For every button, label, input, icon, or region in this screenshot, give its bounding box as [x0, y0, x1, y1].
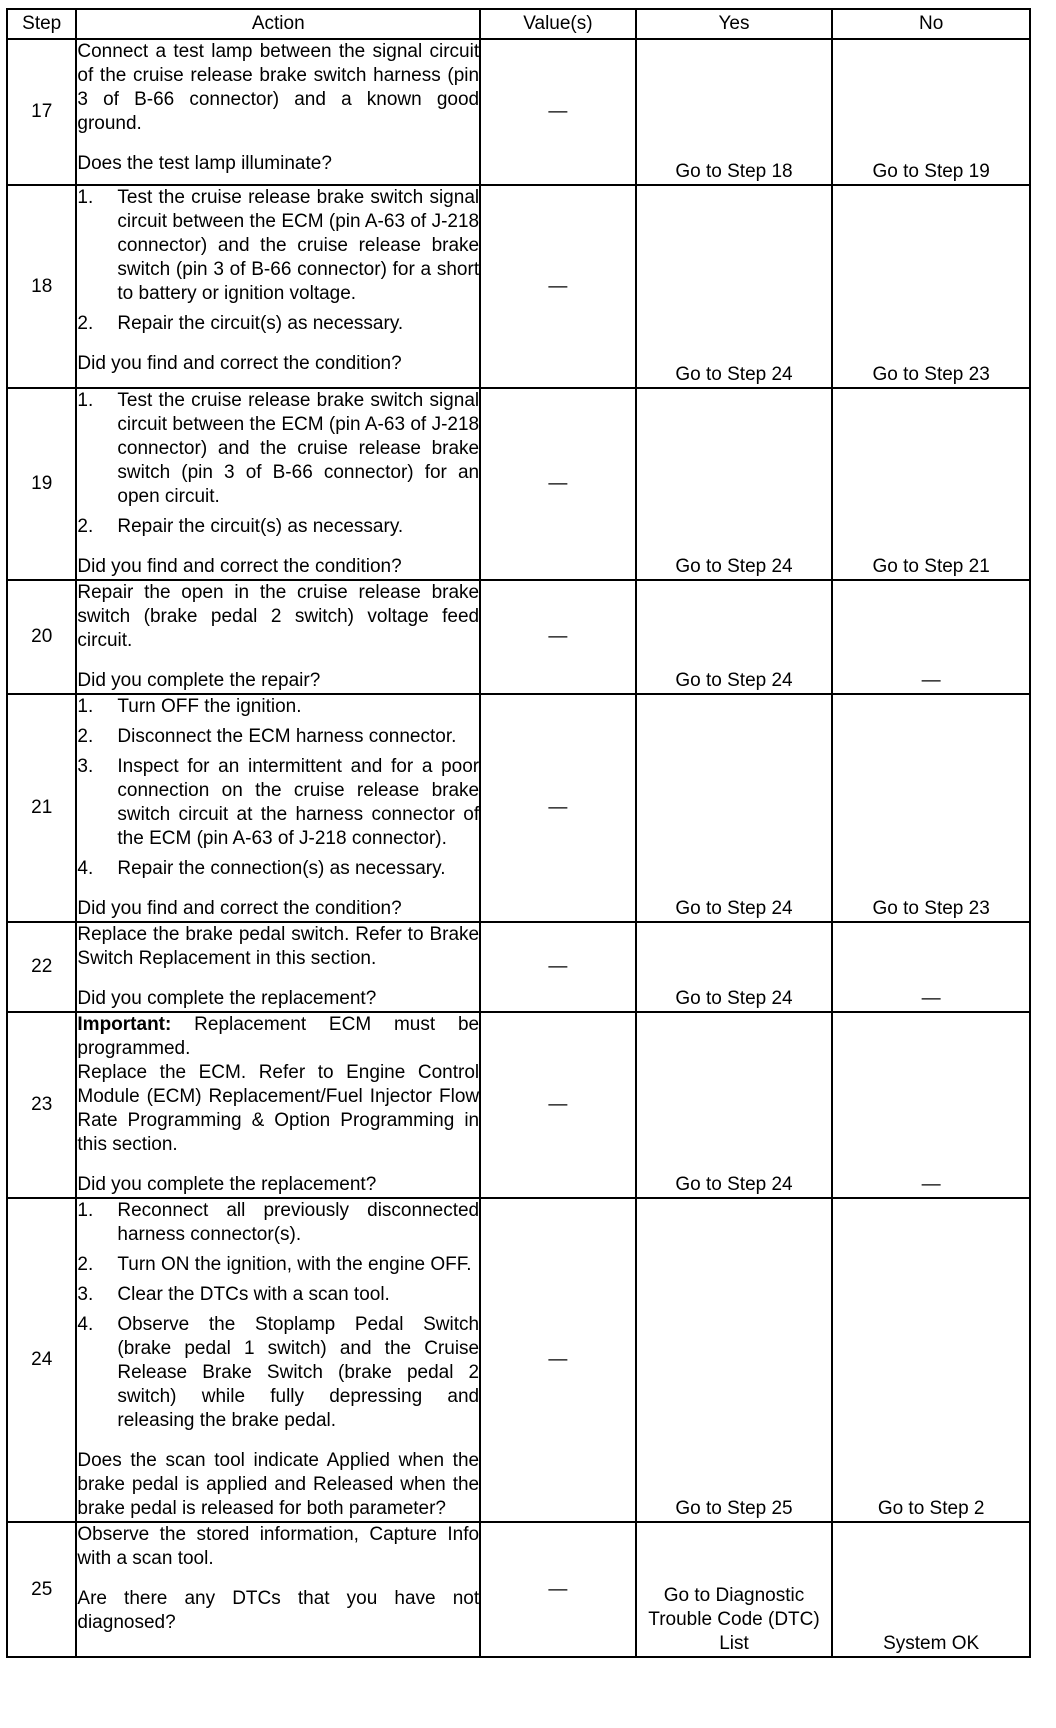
- important-note: [77, 1013, 479, 1061]
- header-no: No: [832, 9, 1030, 39]
- action-question: Does the test lamp illuminate?: [77, 153, 332, 174]
- header-row: [7, 9, 1030, 39]
- action-step-text: Clear the DTCs with a scan tool.: [117, 1284, 390, 1305]
- action-paragraph: Replace the brake pedal switch. Refer to Brake Switch Replacement in this section.: [77, 924, 480, 969]
- header-action: Action: [76, 9, 480, 39]
- action-paragraph: Repair the open in the cruise release brake switch (brake pedal 2 switch) voltage feed circuit.: [77, 582, 480, 651]
- action-step-number: 4.: [77, 858, 94, 879]
- value-cell: —: [480, 185, 636, 388]
- action-step-text: Reconnect all previously disconnected harness connector(s).: [117, 1200, 480, 1245]
- action-question: Did you complete the replacement?: [77, 1174, 377, 1195]
- action-step-text: Repair the circuit(s) as necessary.: [117, 516, 404, 537]
- yes-result: Go to Step 24: [636, 388, 833, 580]
- yes-result: Go to Step 24: [636, 922, 833, 1012]
- action-question: Are there any DTCs that you have not diagnosed?: [77, 1588, 480, 1633]
- action-cell: [76, 1012, 480, 1198]
- no-result: —: [832, 580, 1030, 694]
- action-step: [77, 1283, 479, 1307]
- no-result: Go to Step 21: [832, 388, 1030, 580]
- action-step-number: 1.: [77, 187, 94, 208]
- action-cell: [76, 580, 480, 694]
- action-step-number: 2.: [77, 1254, 94, 1275]
- action-step-number: 2.: [77, 726, 94, 747]
- yes-result: Go to Step 24: [636, 580, 833, 694]
- action-step-text: Repair the connection(s) as necessary.: [117, 858, 446, 879]
- action-step: [77, 515, 479, 539]
- action-step-number: 3.: [77, 756, 94, 777]
- no-result: System OK: [832, 1522, 1030, 1657]
- action-question: Does the scan tool indicate Applied when the brake pedal is applied and Released when the brake pedal is released for both parameter?: [77, 1450, 480, 1519]
- no-result: Go to Step 23: [832, 185, 1030, 388]
- yes-result: Go to Step 24: [636, 694, 833, 922]
- action-step: [77, 312, 479, 336]
- action-step: [77, 755, 479, 851]
- table-row: [7, 580, 1030, 694]
- action-step-number: 3.: [77, 1284, 94, 1305]
- value-cell: —: [480, 388, 636, 580]
- action-question: Did you find and correct the condition?: [77, 898, 402, 919]
- diagnostic-table: [6, 8, 1031, 1658]
- action-cell: [76, 1198, 480, 1522]
- action-paragraph: Observe the stored information, Capture Info with a scan tool.: [77, 1524, 480, 1569]
- step-number: 25: [7, 1522, 76, 1657]
- no-result: Go to Step 23: [832, 694, 1030, 922]
- action-step: [77, 1253, 479, 1277]
- action-step: [77, 857, 479, 881]
- action-step-number: 2.: [77, 516, 94, 537]
- action-step: [77, 725, 479, 749]
- action-paragraph: Replace the ECM. Refer to Engine Control Module (ECM) Replacement/Fuel Injector Flow Rate Programming & Option Programming in this section.: [77, 1062, 480, 1155]
- table-row: [7, 1198, 1030, 1522]
- action-step-text: Test the cruise release brake switch signal circuit between the ECM (pin A-63 of J-218 connector) and the cruise release brake switch (pin 3 of B-66 connector) for a short to battery or ignition voltage.: [117, 187, 480, 304]
- yes-result: Go to Diagnostic Trouble Code (DTC) List: [636, 1522, 833, 1657]
- step-number: 18: [7, 185, 76, 388]
- action-step: [77, 1313, 479, 1433]
- table-row: [7, 1012, 1030, 1198]
- table-row: [7, 1522, 1030, 1657]
- table-row: [7, 694, 1030, 922]
- table-row: [7, 185, 1030, 388]
- no-result: —: [832, 922, 1030, 1012]
- table-row: [7, 922, 1030, 1012]
- action-step-number: 1.: [77, 1200, 94, 1221]
- action-step-text: Turn ON the ignition, with the engine OFF.: [117, 1254, 472, 1275]
- no-result: Go to Step 2: [832, 1198, 1030, 1522]
- action-step-number: 2.: [77, 313, 94, 334]
- header-values: Value(s): [480, 9, 636, 39]
- step-number: 19: [7, 388, 76, 580]
- step-number: 23: [7, 1012, 76, 1198]
- yes-result: Go to Step 24: [636, 185, 833, 388]
- no-result: Go to Step 19: [832, 39, 1030, 185]
- action-cell: [76, 39, 480, 185]
- yes-result: Go to Step 25: [636, 1198, 833, 1522]
- step-number: 22: [7, 922, 76, 1012]
- action-question: Did you find and correct the condition?: [77, 556, 402, 577]
- action-step-number: 1.: [77, 696, 94, 717]
- action-question: Did you find and correct the condition?: [77, 353, 402, 374]
- action-cell: [76, 185, 480, 388]
- table-row: [7, 388, 1030, 580]
- value-cell: —: [480, 922, 636, 1012]
- action-cell: [76, 694, 480, 922]
- step-number: 24: [7, 1198, 76, 1522]
- action-step-text: Turn OFF the ignition.: [117, 696, 302, 717]
- action-steps: [77, 695, 479, 881]
- action-step: [77, 186, 479, 306]
- yes-result: Go to Step 24: [636, 1012, 833, 1198]
- value-cell: —: [480, 39, 636, 185]
- action-cell: [76, 388, 480, 580]
- action-paragraph: Connect a test lamp between the signal circuit of the cruise release brake switch harness (pin 3 of B-66 connector) and a known good ground.: [77, 41, 480, 134]
- step-number: 20: [7, 580, 76, 694]
- action-step-text: Test the cruise release brake switch signal circuit between the ECM (pin A-63 of J-218 connector) and the cruise release brake switch (pin 3 of B-66 connector) for an open circuit.: [117, 390, 480, 507]
- action-step-text: Inspect for an intermittent and for a poor connection on the cruise release brake switch circuit at the harness connector of the ECM (pin A-63 of J-218 connector).: [117, 756, 480, 849]
- action-step-text: Observe the Stoplamp Pedal Switch (brake pedal 1 switch) and the Cruise Release Brake Switch (brake pedal 2 switch) while fully depressing and releasing the brake pedal.: [117, 1314, 480, 1431]
- important-text: Replacement ECM must be programmed.: [77, 1014, 480, 1059]
- value-cell: —: [480, 580, 636, 694]
- header-step: Step: [7, 9, 76, 39]
- table-row: [7, 39, 1030, 185]
- table-body: [7, 39, 1030, 1657]
- value-cell: —: [480, 1012, 636, 1198]
- value-cell: —: [480, 1522, 636, 1657]
- yes-result: Go to Step 18: [636, 39, 833, 185]
- action-step-text: Disconnect the ECM harness connector.: [117, 726, 457, 747]
- header-yes: Yes: [636, 9, 833, 39]
- action-step-text: Repair the circuit(s) as necessary.: [117, 313, 404, 334]
- action-steps: [77, 1199, 479, 1433]
- value-cell: —: [480, 1198, 636, 1522]
- action-cell: [76, 922, 480, 1012]
- action-step: [77, 389, 479, 509]
- action-step: [77, 695, 479, 719]
- step-number: 17: [7, 39, 76, 185]
- action-step-number: 4.: [77, 1314, 94, 1335]
- important-label: Important:: [77, 1014, 172, 1035]
- action-steps: [77, 389, 479, 539]
- step-number: 21: [7, 694, 76, 922]
- action-cell: [76, 1522, 480, 1657]
- action-step: [77, 1199, 479, 1247]
- value-cell: —: [480, 694, 636, 922]
- action-question: Did you complete the repair?: [77, 670, 321, 691]
- action-question: Did you complete the replacement?: [77, 988, 377, 1009]
- action-step-number: 1.: [77, 390, 94, 411]
- no-result: —: [832, 1012, 1030, 1198]
- action-steps: [77, 186, 479, 336]
